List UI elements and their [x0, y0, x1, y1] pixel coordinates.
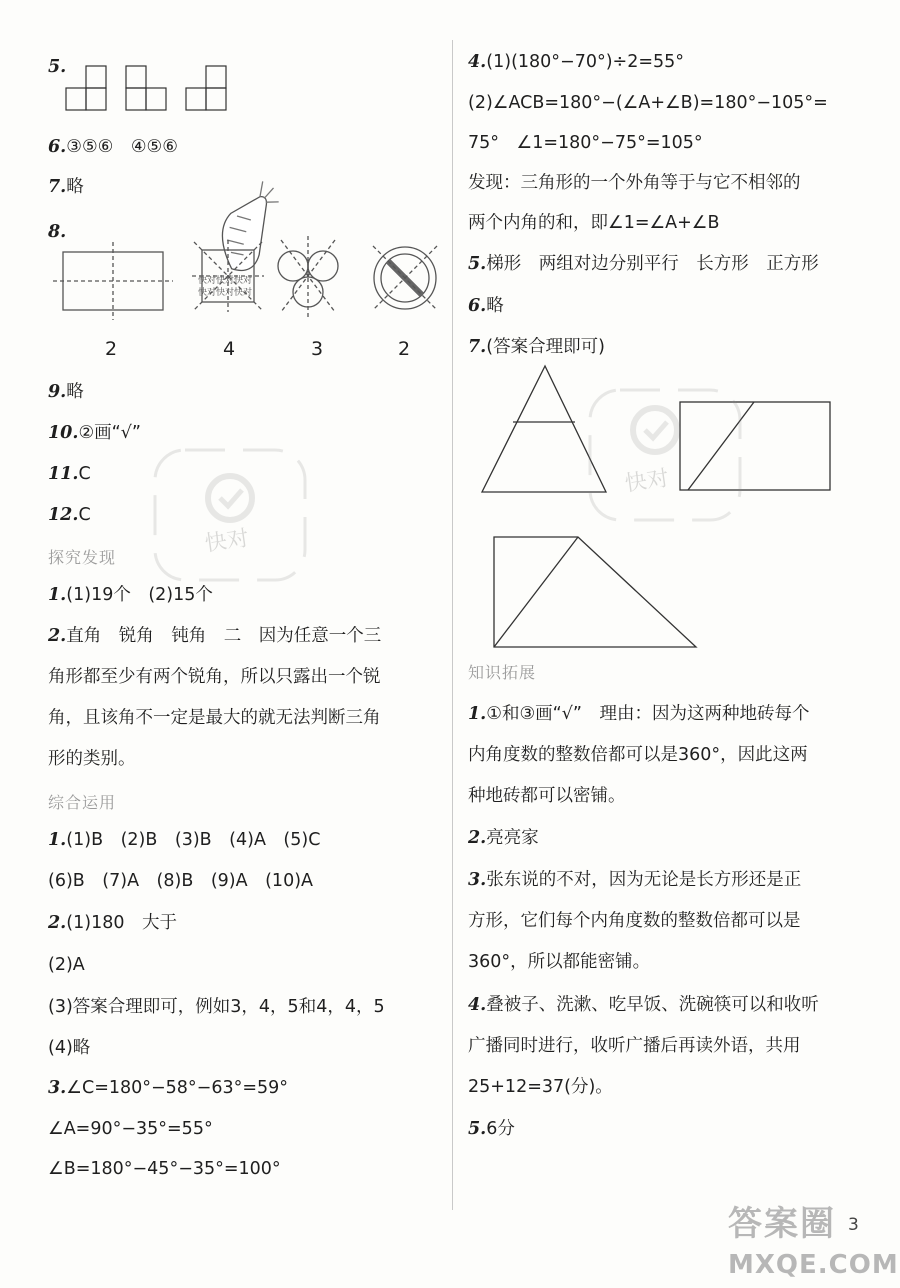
watermark-logo-left [150, 440, 310, 590]
extend-5: 5.6分 [468, 1119, 515, 1139]
poster-text-2: 快对快对快对 [198, 288, 253, 298]
question-5: 5. [48, 57, 67, 77]
extend-1-line-3: 种地砖都可以密铺。 [468, 786, 626, 806]
explore-2-line-1: 2.直角 锐角 钝角 二 因为任意一个三 [48, 626, 382, 646]
extend-3-line-3: 360°，所以都能密铺。 [468, 952, 651, 972]
question-9: 9.略 [48, 382, 84, 402]
extend-1-line-2: 内角度数的整数倍都可以是360°，因此这两 [468, 745, 808, 765]
explore-2-line-3: 角，且该角不一定是最大的就无法判断三角 [48, 708, 381, 728]
page-number: 3 [848, 1215, 859, 1235]
column-divider [452, 40, 453, 1210]
extend-1-line-1: 1.①和③画“√” 理由：因为这两种地砖每个 [468, 704, 810, 724]
right-4-line-2: (2)∠ACB=180°−(∠A+∠B)=180°−105°= [468, 93, 828, 113]
apply-2-line-4: (4)略 [48, 1038, 91, 1058]
section-extend-title: 知识拓展 [468, 663, 537, 682]
apply-2-line-1: 2.(1)180 大于 [48, 913, 177, 933]
question-7: 7.略 [48, 177, 84, 197]
apply-1-line-1: 1.(1)B (2)B (3)B (4)A (5)C [48, 830, 321, 850]
apply-3-line-3: ∠B=180°−45°−35°=100° [48, 1159, 281, 1179]
right-4-line-5: 两个内角的和，即∠1=∠A+∠B [468, 213, 720, 233]
q8-count-2: 4 [223, 338, 236, 360]
apply-2-line-2: (2)A [48, 955, 85, 975]
q8-count-4: 2 [398, 338, 411, 360]
apply-2-line-3: (3)答案合理即可，例如3，4，5和4，4，5 [48, 997, 385, 1017]
explore-2-line-2: 角形都至少有两个锐角，所以只露出一个锐 [48, 667, 381, 687]
q8-count-3: 3 [311, 338, 324, 360]
right-4-line-1: 4.(1)(180°−70°)÷2=55° [468, 52, 685, 72]
question-6: 6.③⑤⑥ ④⑤⑥ [48, 137, 178, 157]
q5-views-figure [66, 66, 236, 112]
extend-3-line-2: 方形，它们每个内角度数的整数倍都可以是 [468, 911, 801, 931]
explore-2-line-4: 形的类别。 [48, 749, 136, 769]
q8-symmetry-figures [55, 192, 445, 337]
section-apply-title: 综合运用 [48, 793, 117, 812]
poster-text-1: 快对快对快对 [198, 276, 253, 286]
watermark-text-left: 快对 [203, 526, 251, 557]
extend-4-line-2: 广播同时进行，收听广播后再读外语，共用 [468, 1036, 801, 1056]
extend-4-line-3: 25+12=37(分)。 [468, 1077, 613, 1097]
apply-3-line-2: ∠A=90°−35°=55° [48, 1119, 213, 1139]
question-12: 12.C [48, 505, 91, 525]
extend-3-line-1: 3.张东说的不对，因为无论是长方形还是正 [468, 870, 802, 890]
question-8: 8. [48, 222, 67, 242]
footer-site: MXQE.COM [728, 1250, 899, 1280]
section-explore-title: 探究发现 [48, 548, 117, 567]
right-4-line-4: 发现：三角形的一个外角等于与它不相邻的 [468, 173, 801, 193]
extend-4-line-1: 4.叠被子、洗漱、吃早饭、洗碗筷可以和收听 [468, 995, 819, 1015]
right-6: 6.略 [468, 296, 504, 316]
footer-stamp: 答案圈 [728, 1204, 836, 1244]
right-7: 7.(答案合理即可) [468, 337, 605, 357]
extend-2: 2.亮亮家 [468, 828, 539, 848]
apply-3-line-1: 3.∠C=180°−58°−63°=59° [48, 1078, 289, 1098]
apply-1-line-2: (6)B (7)A (8)B (9)A (10)A [48, 871, 314, 891]
question-11: 11.C [48, 464, 91, 484]
right-5: 5.梯形 两组对边分别平行 长方形 正方形 [468, 254, 819, 274]
explore-1: 1.(1)19个 (2)15个 [48, 585, 213, 605]
question-10: 10.②画“√” [48, 423, 141, 443]
watermark-text-right: 快对 [623, 466, 671, 497]
watermark-logo-right [585, 380, 745, 530]
q8-count-1: 2 [105, 338, 118, 360]
right-4-line-3: 75° ∠1=180°−75°=105° [468, 133, 703, 153]
